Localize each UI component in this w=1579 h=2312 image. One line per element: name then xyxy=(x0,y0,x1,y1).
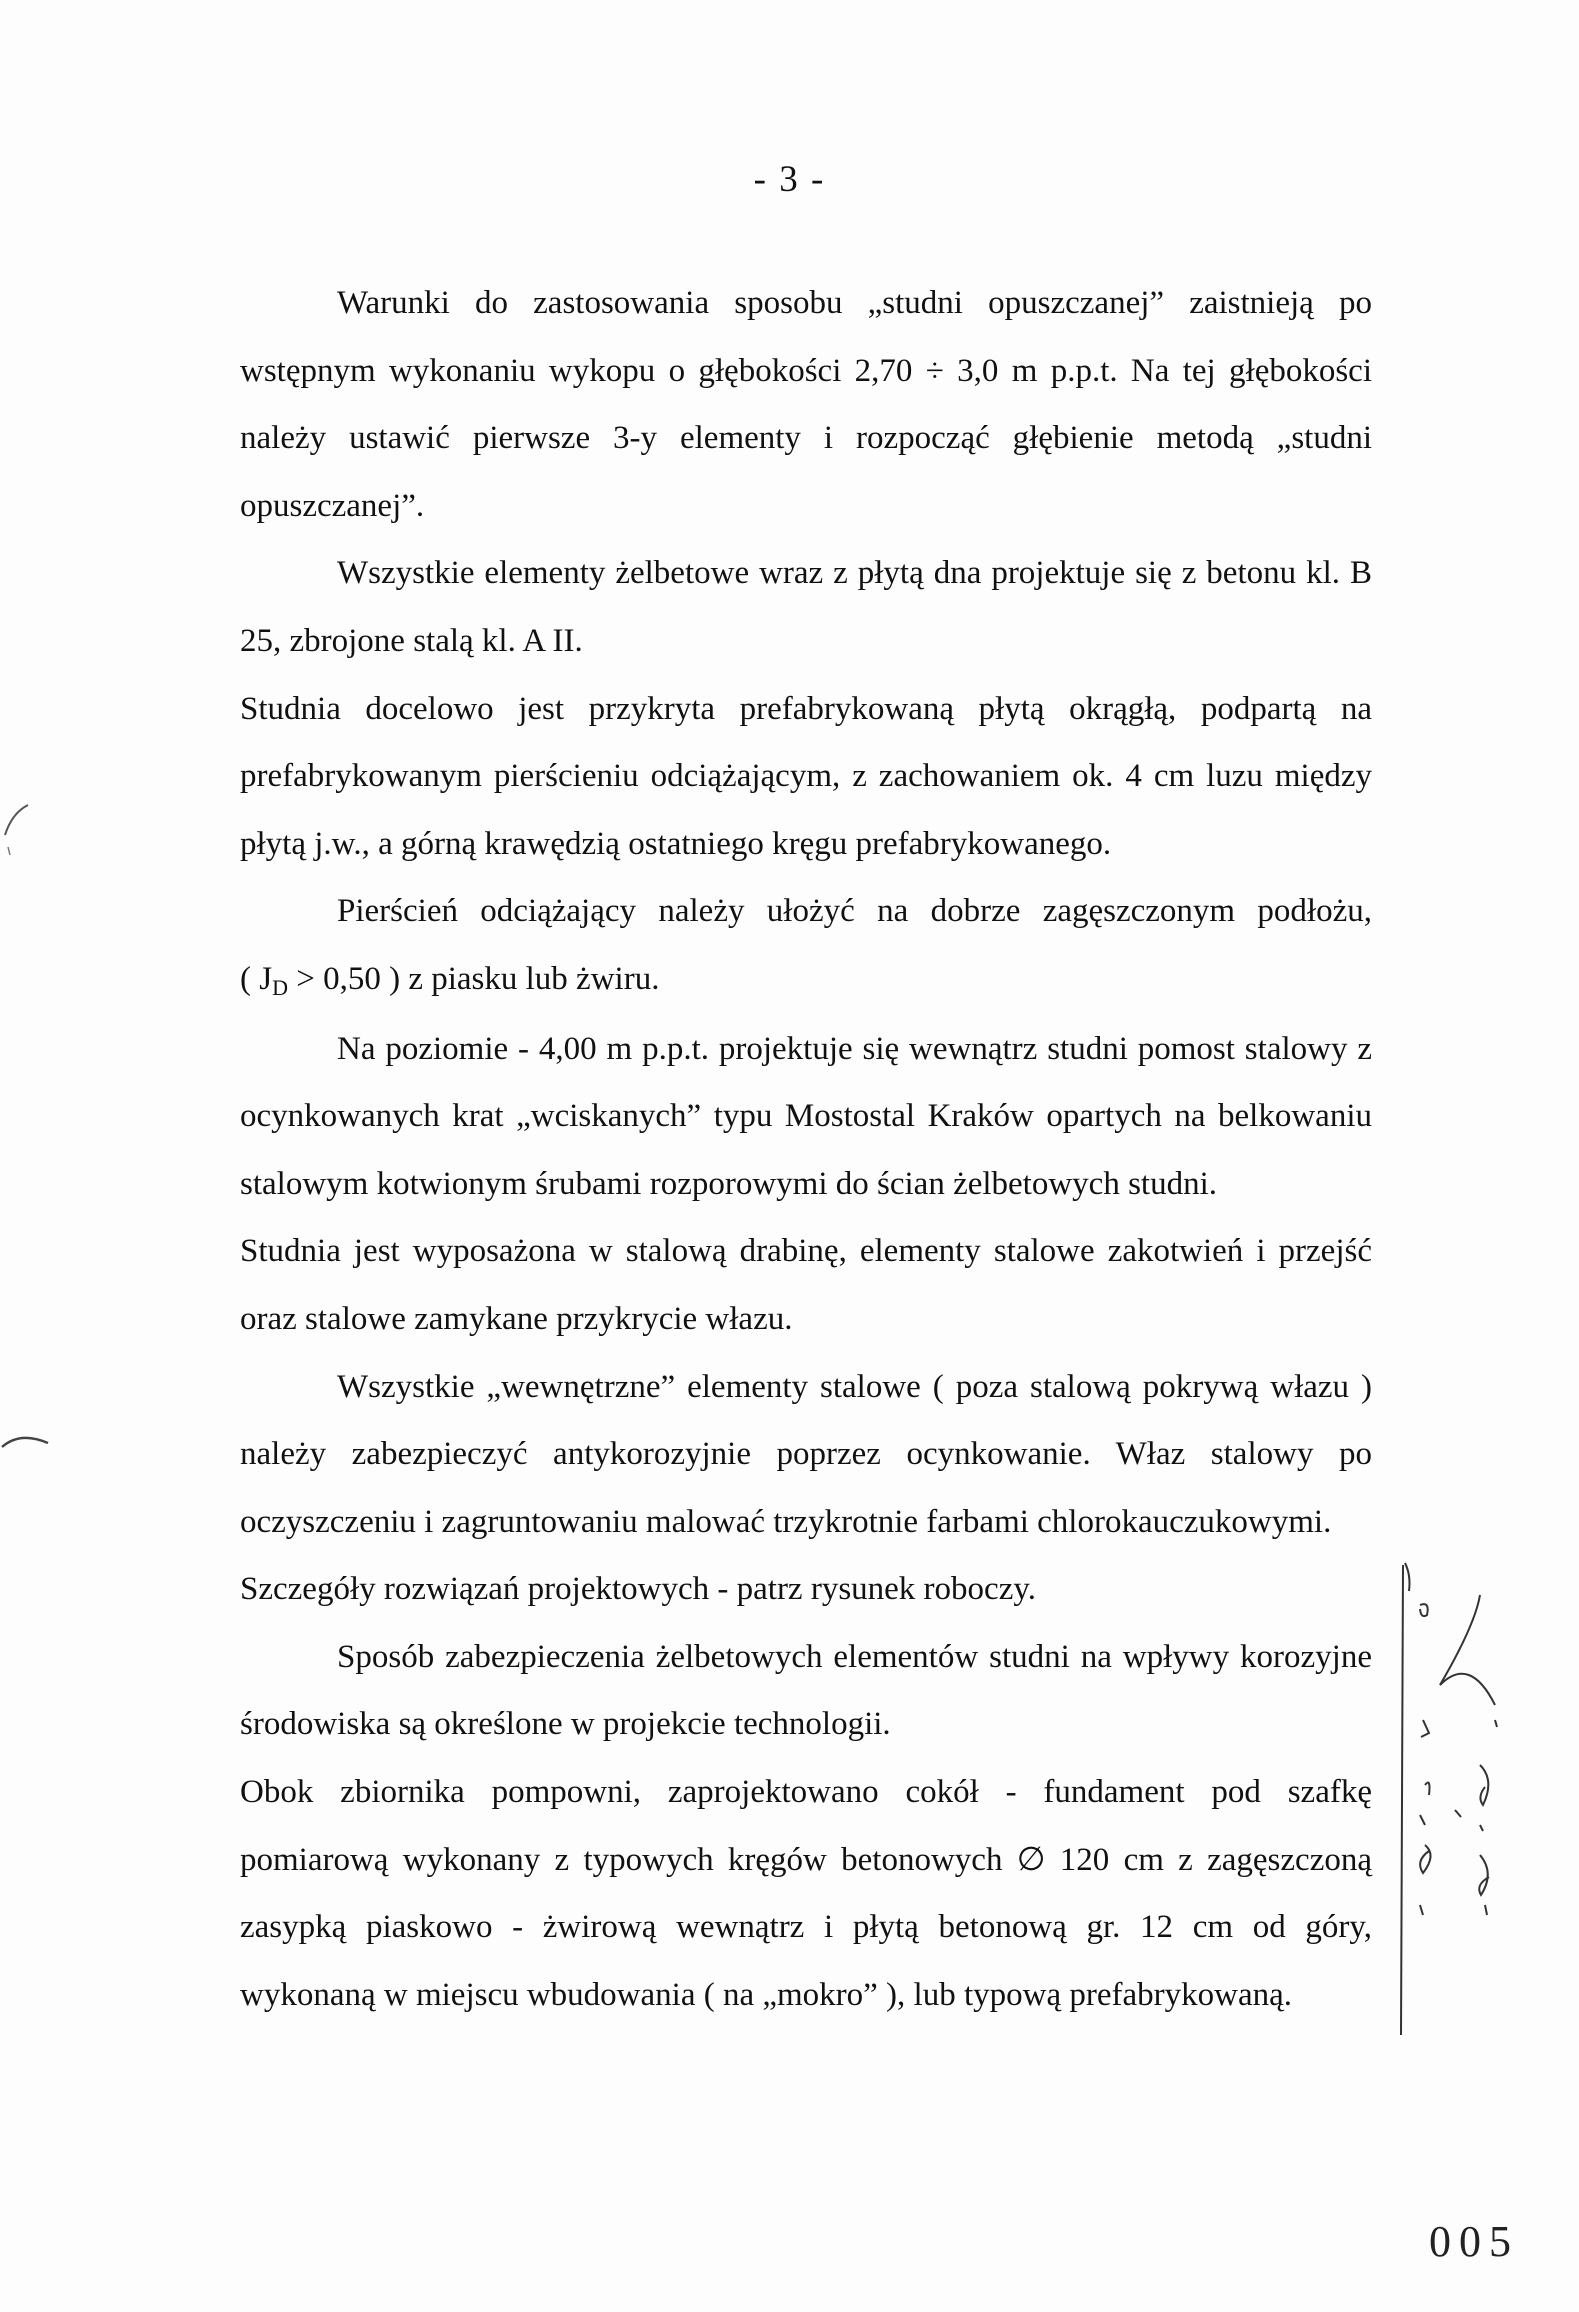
handwritten-signature xyxy=(1385,1555,1535,2055)
paragraph-6: Studnia jest wyposażona w stalową drabinę, elementy stalowe zakotwień i przejść oraz stalowe zamykane przykrycie włazu. xyxy=(240,1233,1372,1337)
paragraph-1: Warunki do zastosowania sposobu „studni opuszczanej” zaistnieją po wstępnym wykonaniu wykopu o głębokości 2,70 ÷ 3,0 m p.p.t. Na tej głębokości należy ustawić pierwsze 3-y elementy i rozpocząć głębienie metodą „studni opuszczanej”. xyxy=(240,285,1372,524)
subscript-d: D xyxy=(272,974,288,1000)
paragraph-3: Studnia docelowo jest przykryta prefabrykowaną płytą okrągłą, podpartą na prefabrykowanym pierścieniu odciążającym, z zachowaniem ok. 4 cm luzu między płytą j.w., a górną krawędzią ostatniego kręgu prefabrykowanego. xyxy=(240,690,1372,862)
folio-stamp: 005 xyxy=(1429,2217,1519,2266)
paragraph-7: Wszystkie „wewnętrzne” elementy stalowe ( poza stalową pokrywą włazu ) należy zabezpieczyć antykorozyjnie poprzez ocynkowanie. Właz stalowy po oczyszczeniu i zagruntowaniu malować trzykrotnie farbami chlorokauczukowymi. xyxy=(240,1368,1372,1540)
paragraph-4b-start: ( J xyxy=(240,960,273,997)
paragraph-9: Sposób zabezpieczenia żelbetowych elementów studni na wpływy korozyjne środowiska są określone w projekcie technologii. xyxy=(240,1638,1372,1743)
paragraph-10: Obok zbiornika pompowni, zaprojektowano cokół - fundament pod szafkę pomiarową wykonany z typowych kręgów betonowych ∅ 120 cm z zagęszczoną zasypką piaskowo - żwirową wewnątrz i płytą betonową gr. 12 cm od góry, wykonaną w miejscu wbudowania ( na „mokro” ), lub typową prefabrykowaną. xyxy=(240,1774,1372,2013)
page-number: - 3 - xyxy=(753,159,826,200)
paragraph-8: Szczegóły rozwiązań projektowych - patrz rysunek roboczy. xyxy=(240,1571,1036,1608)
paragraph-4b xyxy=(240,946,1372,1016)
body-text xyxy=(240,270,1372,2029)
paragraph-4b-end: > 0,50 ) z piasku lub żwiru. xyxy=(287,960,660,997)
paragraph-2: Wszystkie elementy żelbetowe wraz z płytą dna projektuje się z betonu kl. B 25, zbrojone stalą kl. A II. xyxy=(240,555,1372,659)
paragraph-5: Na poziomie - 4,00 m p.p.t. projektuje się wewnątrz studni pomost stalowy z ocynkowanych krat „wciskanych” typu Mostostal Kraków opartych na belkowaniu stalowym kotwionym śrubami rozporowymi do ścian żelbetowych studni. xyxy=(240,1030,1372,1202)
margin-pencil-mark-upper xyxy=(0,795,60,865)
margin-pencil-mark-lower xyxy=(0,1425,70,1465)
paragraph-4a: Pierścień odciążający należy ułożyć na dobrze zagęszczonym podłożu, xyxy=(337,893,1372,930)
